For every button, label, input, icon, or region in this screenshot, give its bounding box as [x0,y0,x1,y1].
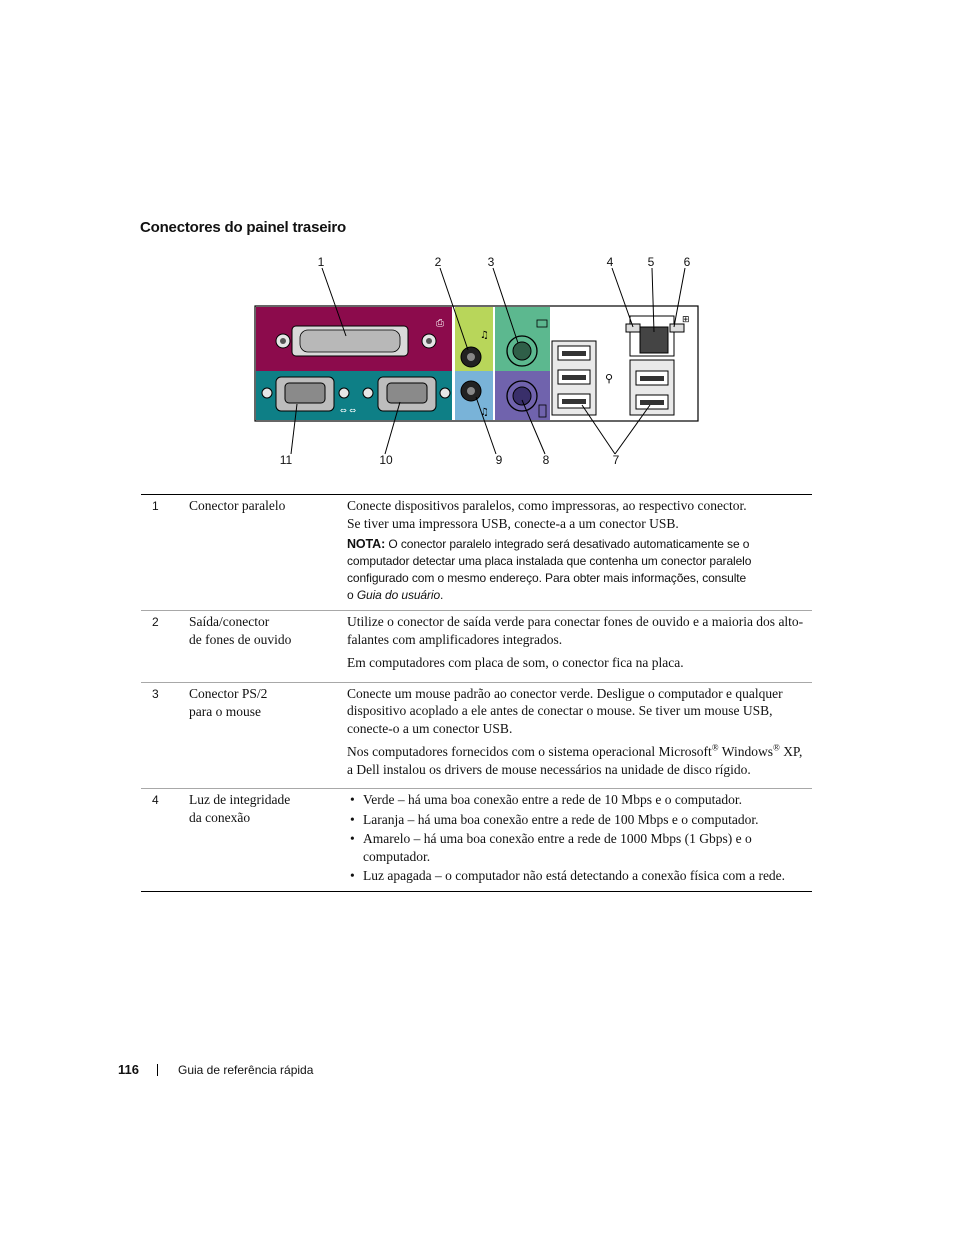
network-icon: ⊞ [682,315,690,325]
table-row [141,611,812,683]
callout-9: 9 [495,453,503,467]
page-footer [118,1062,313,1077]
connector-description: Conecte um mouse padrão ao conector verde. Desligue o computador e qualquer dispositivo acoplado a ele antes de conectar o mouse. Se tiver um mouse USB, conecte-o a um conector USB. Nos computadores fornecidos com o sistema operacional Microsoft® Windows® XP, a Dell instalou os drivers de mouse necessários na unidade de disco rígido. [347,685,803,777]
guide-reference: Guia do usuário [356,588,441,602]
callout-5: 5 [647,255,655,269]
usb-icon: ⚲ [605,372,614,385]
callout-10: 10 [379,453,393,467]
note-label: NOTA: [347,537,386,551]
connector-name: Luz de integridade da conexão [189,792,291,825]
connector-description: Utilize o conector de saída verde para conectar fones de ouvido e a maioria dos alto-falantes com amplificadores integrados. Em computadores com placa de som, o conector fica na placa. [347,614,804,670]
row-number: 3 [152,686,159,701]
list-item: • Verde – há uma boa conexão entre a rede de 10 Mbps e o computador. [347,791,808,809]
callout-6: 6 [683,255,691,269]
network-activity-light [670,324,684,332]
list-item: • Amarelo – há uma boa conexão entre a rede de 1000 Mbps (1 Gbps) e o computador. [347,830,808,865]
rear-panel-diagram [250,250,710,475]
link-light-list [347,791,808,885]
callout-3: 3 [487,255,495,269]
line-in-icon: ♫ [480,407,489,418]
connector-name: Conector paralelo [189,498,286,513]
list-item: • Laranja – há uma boa conexão entre a rede de 100 Mbps e o computador. [347,811,808,829]
row-number: 2 [152,615,159,629]
table-row [141,789,812,892]
serial-icon: ⇔ ⇔ [340,406,356,415]
page-number: 116 [118,1062,139,1077]
link-integrity-light [626,324,640,332]
headphone-icon: ♫ [480,330,489,341]
section-heading: Conectores do painel traseiro [140,219,346,236]
callout-1: 1 [317,255,325,269]
connector-description [347,789,812,892]
list-item: • Luz apagada – o computador não está detectando a conexão física com a rede. [347,867,808,885]
footer-divider [157,1064,158,1076]
callout-2: 2 [434,255,442,269]
printer-icon: ⎙ [436,318,444,329]
callout-11: 11 [279,453,293,467]
connector-table [141,494,812,892]
connector-name: Saída/conector de fones de ouvido [189,614,292,647]
document-title: Guia de referência rápida [177,1063,314,1077]
table-row [141,682,812,789]
note-block: NOTA: O conector paralelo integrado será desativado automaticamente se o computador detectar uma placa instalada que contenha um conector paralelo configurado com o mesmo endereço. Para obter mais informações, consulte o Guia do usuário. [347,537,752,602]
row-number: 4 [152,793,159,807]
connector-description: Conecte dispositivos paralelos, como impressoras, ao respectivo conector. Se tiver uma impressora USB, conecte-a a um conector USB. NOTA: O conector paralelo integrado será desativado automaticamente se o computador detectar uma placa instalada que contenha um conector paralelo configurado com o mesmo endereço. Para obter mais informações, consulte o Guia do usuário. [347,495,812,611]
rear-panel-figure [250,250,710,475]
callout-8: 8 [542,453,550,467]
callout-4: 4 [606,255,614,269]
table-row [141,495,812,611]
callout-7: 7 [612,453,620,467]
connector-name: Conector PS/2 para o mouse [189,685,268,719]
row-number: 1 [152,499,159,513]
